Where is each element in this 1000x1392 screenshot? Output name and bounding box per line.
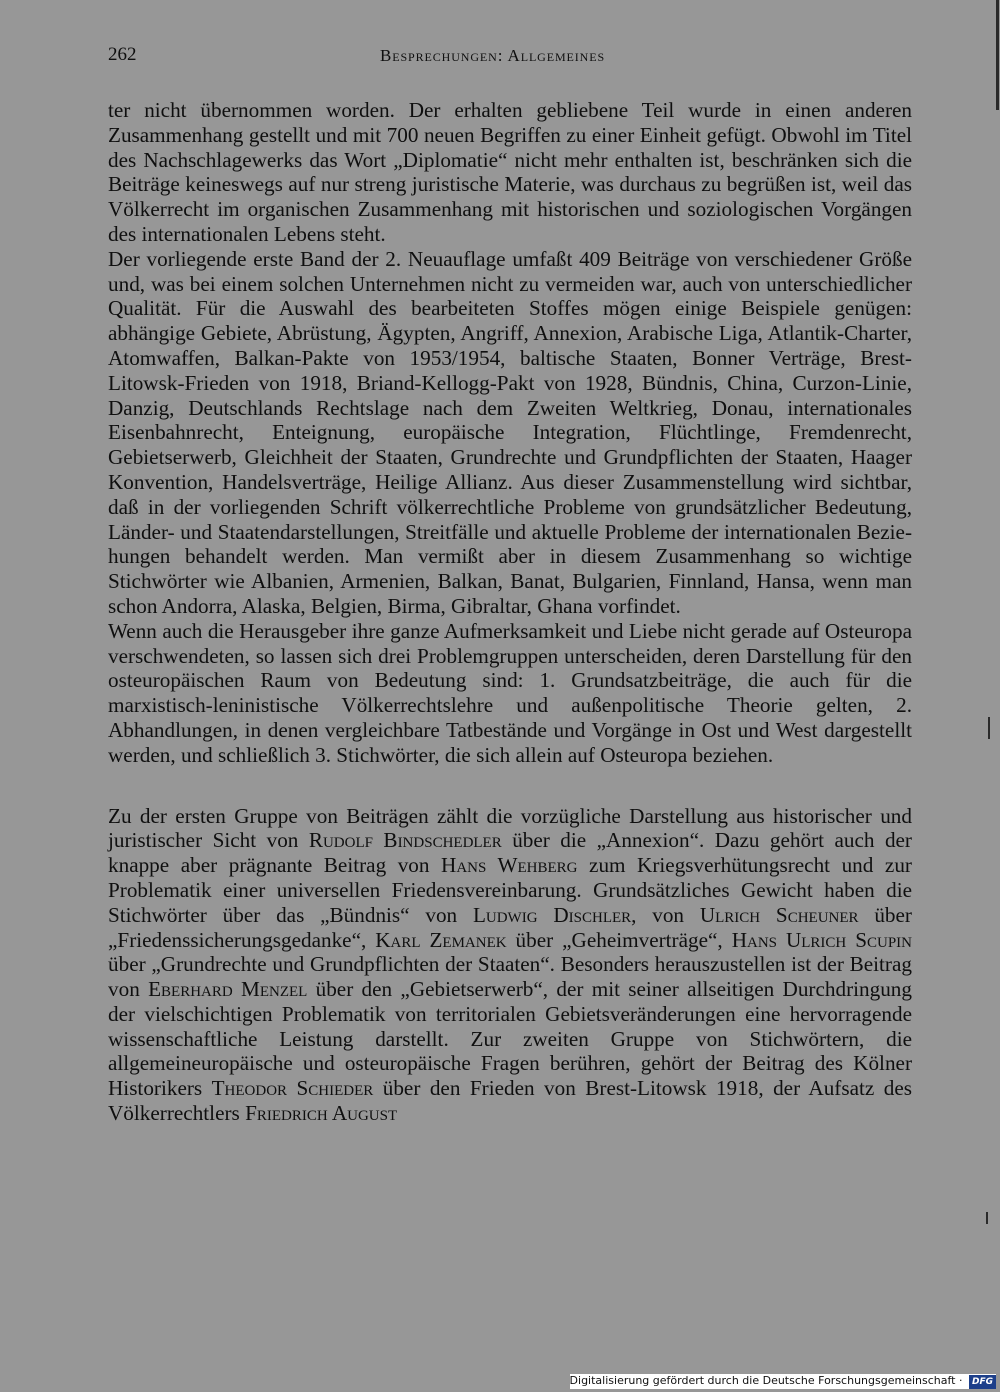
digitization-footer — [570, 1374, 996, 1389]
text-run: , von — [631, 902, 700, 927]
paragraph-gap — [108, 768, 912, 804]
text-run: über den Frieden von Brest-Litowsk 1918, der Aufsatz des Völkerrechtlers — [108, 1076, 912, 1126]
author-name: Karl Zemanek — [375, 927, 507, 952]
paragraph: Der vorliegende erste Band der 2. Neuauflage umfaßt 409 Beiträge von verschiedener Größe und, was bei einem solchen Unternehmen nicht zu vermeiden war, auch von unterschiedlicher Qualität. Für die Auswahl des bearbeiteten Stoffes mögen einige Beispiele genügen: abhängige Gebiete, Abrüstung, Ägypten, Angriff, Annexion, Arabische Liga, Atlantik-Charter, Atomwaffen, Balkan-Pakte von 1953/1954, baltische Staaten, Bonner Verträge, Brest-Litowsk-Frieden von 1918, Briand-Kellogg-Pakt von 1928, Bündnis, China, Curzon-Linie, Danzig, Deutschlands Rechtslage nach dem Zweiten Weltkrieg, Donau, internationales Eisenbahnrecht, Enteignung, europäische Integration, Flüchtlinge, Fremdenrecht, Gebietserwerb, Gleichheit der Staaten, Grundrechte und Grundpflichten der Staaten, Haager Konvention, Handelsverträge, Heilige Allianz. Aus dieser Zusammenstellung wird sichtbar, daß in der vorliegenden Schrift völkerrechtliche Probleme von grundsätzlicher Bedeutung, Länder- und Staatendarstellungen, Streitfälle und aktuelle Probleme der internationalen Beziehungen behandelt werden. Man vermißt aber in diesem Zusammenhang so wichtige Stichwörter wie Albanien, Armenien, Balkan, Banat, Bulgarien, Finnland, Hansa, wenn man schon Andorra, Alaska, Belgien, Birma, Gibraltar, Ghana vorfindet. — [108, 246, 912, 618]
page-number: 262 — [108, 44, 137, 65]
text-run: zum Kriegsverhütungsrecht und zur Problematik einer universellen Friedensvereinbarung. Grundsätzliches Gewicht haben die Stichwörter über das „Bündnis“ von — [108, 853, 912, 927]
text-run: über den „Gebietserwerb“, der mit seiner allseitigen Durchdringung der vielschichtigen Problematik von territorialen Gebietsveränderungen eine hervorragende wissenschaftliche Leistung darstellt. Zur zweiten Gruppe von Stichwörtern, die allgemeineuropäische und osteuropäische Fragen berühren, gehört der Beitrag des Kölner Historikers — [108, 977, 912, 1101]
author-name: Ludwig Dischler — [472, 902, 632, 927]
paragraph — [108, 804, 912, 1126]
text-run: über die „Annexion“. Dazu gehört auch der knappe aber prägnante Beitrag von — [108, 828, 912, 878]
author-name: Eberhard Menzel — [148, 977, 308, 1002]
paragraph: Wenn auch die Herausgeber ihre ganze Aufmerksamkeit und Liebe nicht gerade auf Osteuropa verschwendeten, so lassen sich drei Problemgruppen unterscheiden, deren Darstellung für den osteuropäischen Raum von Bedeutung sind: 1. Grundsatzbeiträge, die auch für die marxistisch-leninistische Völkerrechtslehre und außenpolitische Theorie gelten, 2. Abhandlungen, in denen vergleichbare Tatbestände und Vorgänge in Ost und West dargestellt werden, und schließlich 3. Stichwörter, die sich allein auf Osteuropa beziehen. — [108, 618, 912, 767]
footer-separator: · — [958, 1374, 963, 1387]
dfg-logo: DFG — [969, 1375, 996, 1389]
footer-text: Digitalisierung gefördert durch die Deutsche Forschungsgemeinschaft — [569, 1374, 956, 1387]
text-run: über „Grundrechte und Grundpflichten der Staaten“. Besonders herauszustellen ist der Beitrag von — [108, 952, 912, 1002]
text-run: über „Friedenssicherungsgedanke“, — [108, 902, 912, 952]
text-run: Zu der ersten Gruppe von Beiträgen zählt die vorzügliche Darstellung aus historischer und juristischer Sicht von — [108, 803, 912, 853]
author-name: Rudolf Bindschedler — [308, 828, 502, 853]
page-body — [108, 98, 912, 1126]
author-name: Theodor Schieder — [211, 1076, 374, 1101]
scan-edge-line — [996, 0, 999, 110]
author-name: Hans Ulrich Scupin — [731, 927, 912, 952]
paragraph: ter nicht übernommen worden. Der erhalten gebliebene Teil wurde in einen anderen Zusammenhang gestellt und mit 700 neuen Begriffen zu einer Einheit gefügt. Obwohl im Titel des Nachschlagewerks das Wort „Diplomatie“ nicht mehr enthalten ist, beschränken sich die Beiträge keineswegs auf nur streng juristische Materie, was durchaus zu begrüßen ist, weil das Völkerrecht im organischen Zusammenhang mit historischen und soziologischen Vorgängen des internationalen Lebens steht. — [108, 98, 912, 246]
margin-mark — [986, 1212, 988, 1224]
author-name: Hans Wehberg — [441, 853, 578, 878]
running-title: Besprechungen: Allgemeines — [380, 46, 606, 65]
margin-mark — [988, 717, 990, 739]
author-name: Ulrich Scheuner — [699, 902, 859, 927]
author-name: Friedrich August — [245, 1101, 398, 1126]
page-header — [108, 44, 912, 70]
text-run: über „Geheimverträge“, — [506, 927, 732, 952]
